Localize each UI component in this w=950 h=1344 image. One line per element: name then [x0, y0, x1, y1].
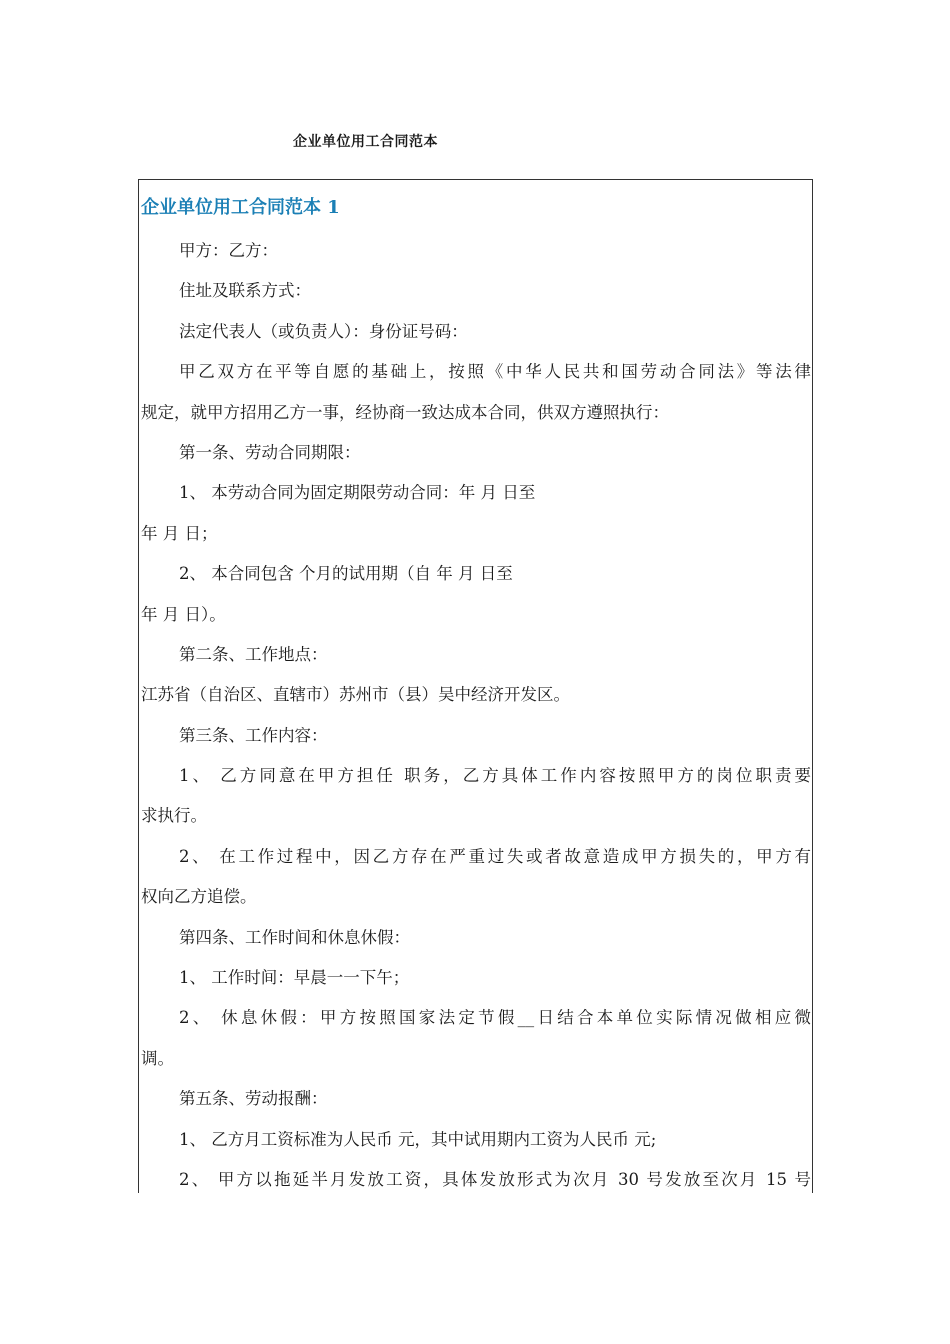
article-3-item-2-cont: 权向乙方追偿。: [141, 887, 257, 907]
document-title: 企业单位用工合同范本: [293, 134, 438, 150]
article-1-item-2: 2、 本合同包含 个月的试用期（自 年 月 日至: [179, 564, 513, 584]
representative-line: 法定代表人（或负责人）：身份证号码：: [179, 321, 468, 341]
article-3-item-2: 2、 在工作过程中，因乙方存在严重过失或者故意造成甲方损失的，甲方有: [179, 846, 811, 866]
article-2-heading: 第二条、工作地点：: [179, 644, 328, 664]
article-1-item-1-cont: 年 月 日；: [141, 523, 218, 543]
article-3-item-1-cont: 求执行。: [141, 806, 207, 826]
preamble-line-2: 规定，就甲方招用乙方一事，经协商一致达成本合同，供双方遵照执行：: [141, 402, 669, 422]
contract-body: [141, 237, 811, 1193]
party-line: 甲方：乙方：: [179, 241, 278, 260]
article-3-item-1: 1、 乙方同意在甲方担任 职务，乙方具体工作内容按照甲方的岗位职责要: [179, 766, 811, 786]
article-3-heading: 第三条、工作内容：: [179, 725, 328, 745]
article-4-heading: 第四条、工作时间和休息休假：: [179, 927, 410, 947]
article-4-item-2-cont: 调。: [141, 1048, 174, 1068]
article-1-item-1: 1、 本劳动合同为固定期限劳动合同：年 月 日至: [179, 483, 536, 503]
article-5-heading: 第五条、劳动报酬：: [179, 1089, 328, 1109]
article-1-heading: 第一条、劳动合同期限：: [179, 442, 361, 462]
address-line: 住址及联系方式：: [179, 281, 311, 301]
article-5-item-2: 2、 甲方以拖延半月发放工资，具体发放形式为次月 30 号发放至次月 15 号: [179, 1169, 811, 1189]
article-4-item-2: 2、 休息休假：甲方按照国家法定节假__日结合本单位实际情况做相应微: [179, 1008, 811, 1028]
contract-frame: [138, 179, 813, 1193]
article-5-item-1: 1、 乙方月工资标准为人民币 元，其中试用期内工资为人民币 元;: [179, 1129, 657, 1149]
article-4-item-1: 1、 工作时间：早晨一一下午；: [179, 968, 410, 988]
article-2-location: 江苏省（自治区、直辖市）苏州市（县）吴中经济开发区。: [141, 685, 570, 705]
article-1-item-2-cont: 年 月 日）。: [141, 604, 226, 624]
section-heading: 企业单位用工合同范本 1: [141, 197, 340, 218]
preamble-line-1: 甲乙双方在平等自愿的基础上，按照《中华人民共和国劳动合同法》等法律: [179, 362, 811, 382]
